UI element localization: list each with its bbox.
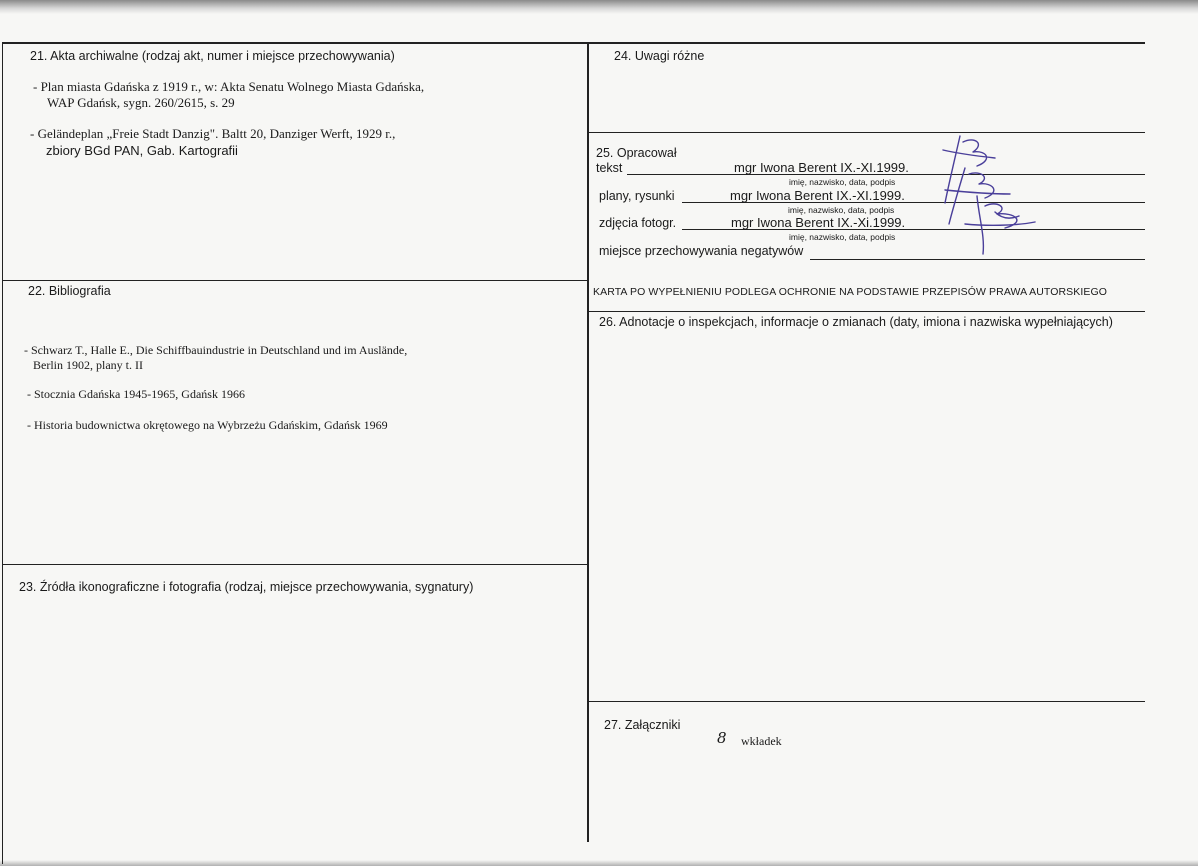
sec26-heading: 26. Adnotacje o inspekcjach, informacje o zmianach (daty, imiona i nazwiska wypełniających) (599, 315, 1113, 329)
sec25-row-plany-label: plany, rysunki (599, 189, 675, 203)
sec23-heading: 23. Źródła ikonograficzne i fotografia (rodzaj, miejsce przechowywania, sygnatury) (19, 580, 474, 594)
sec22-item-1-line2: Berlin 1902, plany t. II (33, 358, 143, 372)
sec21-item-1-line2: WAP Gdańsk, sygn. 260/2615, s. 29 (47, 95, 235, 110)
sec25-negatives-label: miejsce przechowywania negatywów (599, 244, 804, 258)
sec22-item-2: - Stocznia Gdańska 1945-1965, Gdańsk 1966 (27, 387, 245, 401)
frame-center-line (587, 42, 589, 842)
sec27-unit: wkładek (741, 734, 782, 748)
right-divider-27 (588, 701, 1145, 702)
sec25-heading: 25. Opracował (596, 146, 677, 160)
sec24-heading: 24. Uwagi różne (614, 49, 705, 63)
sec25-negatives-underline (810, 259, 1145, 260)
left-divider-22 (2, 280, 588, 281)
sec27-heading: 27. Załączniki (604, 718, 681, 732)
scan-top-edge (0, 0, 1198, 14)
sec25-row-plany-value: mgr Iwona Berent IX.-XI.1999. (730, 188, 905, 203)
right-divider-notice (588, 311, 1145, 312)
right-divider-25 (588, 132, 1145, 133)
sec25-row-tekst-caption: imię, nazwisko, data, podpis (789, 177, 896, 187)
sec21-item-2-line1: - Geländeplan „Freie Stadt Danzig". Baltt 20, Danziger Werft, 1929 r., (30, 126, 396, 141)
sec22-item-1-line1: - Schwarz T., Halle E., Die Schiffbauindustrie in Deutschland und im Auslände, (24, 343, 408, 357)
sec27-count: 8 (717, 729, 727, 747)
frame-top-line (2, 42, 1145, 44)
sec21-item-2-line2: zbiory BGd PAN, Gab. Kartografii (46, 143, 238, 158)
scan-bottom-edge (0, 860, 1198, 866)
sec25-row-tekst-value: mgr Iwona Berent IX.-XI.1999. (734, 160, 909, 175)
left-divider-23 (2, 564, 588, 565)
sec25-row-zdjecia-value: mgr Iwona Berent IX.-Xi.1999. (731, 215, 906, 230)
frame-left-line (2, 42, 3, 864)
copyright-notice: KARTA PO WYPEŁNIENIU PODLEGA OCHRONIE NA PODSTAWIE PRZEPISÓW PRAWA AUTORSKIEGO (593, 286, 1108, 298)
sec25-row-plany-caption: imię, nazwisko, data, podpis (788, 205, 895, 215)
sec25-row-tekst-label: tekst (596, 161, 623, 175)
sec21-heading: 21. Akta archiwalne (rodzaj akt, numer i miejsce przechowywania) (30, 49, 395, 63)
sec25-row-zdjecia-label: zdjęcia fotogr. (599, 216, 677, 230)
sec21-item-1-line1: - Plan miasta Gdańska z 1919 r., w: Akta Senatu Wolnego Miasta Gdańska, (33, 79, 425, 94)
handwritten-signature (935, 128, 1045, 258)
sec25-row-zdjecia-caption: imię, nazwisko, data, podpis (789, 232, 896, 242)
sec22-heading: 22. Bibliografia (28, 284, 111, 298)
sec22-item-3: - Historia budownictwa okrętowego na Wybrzeżu Gdańskim, Gdańsk 1969 (27, 418, 388, 432)
